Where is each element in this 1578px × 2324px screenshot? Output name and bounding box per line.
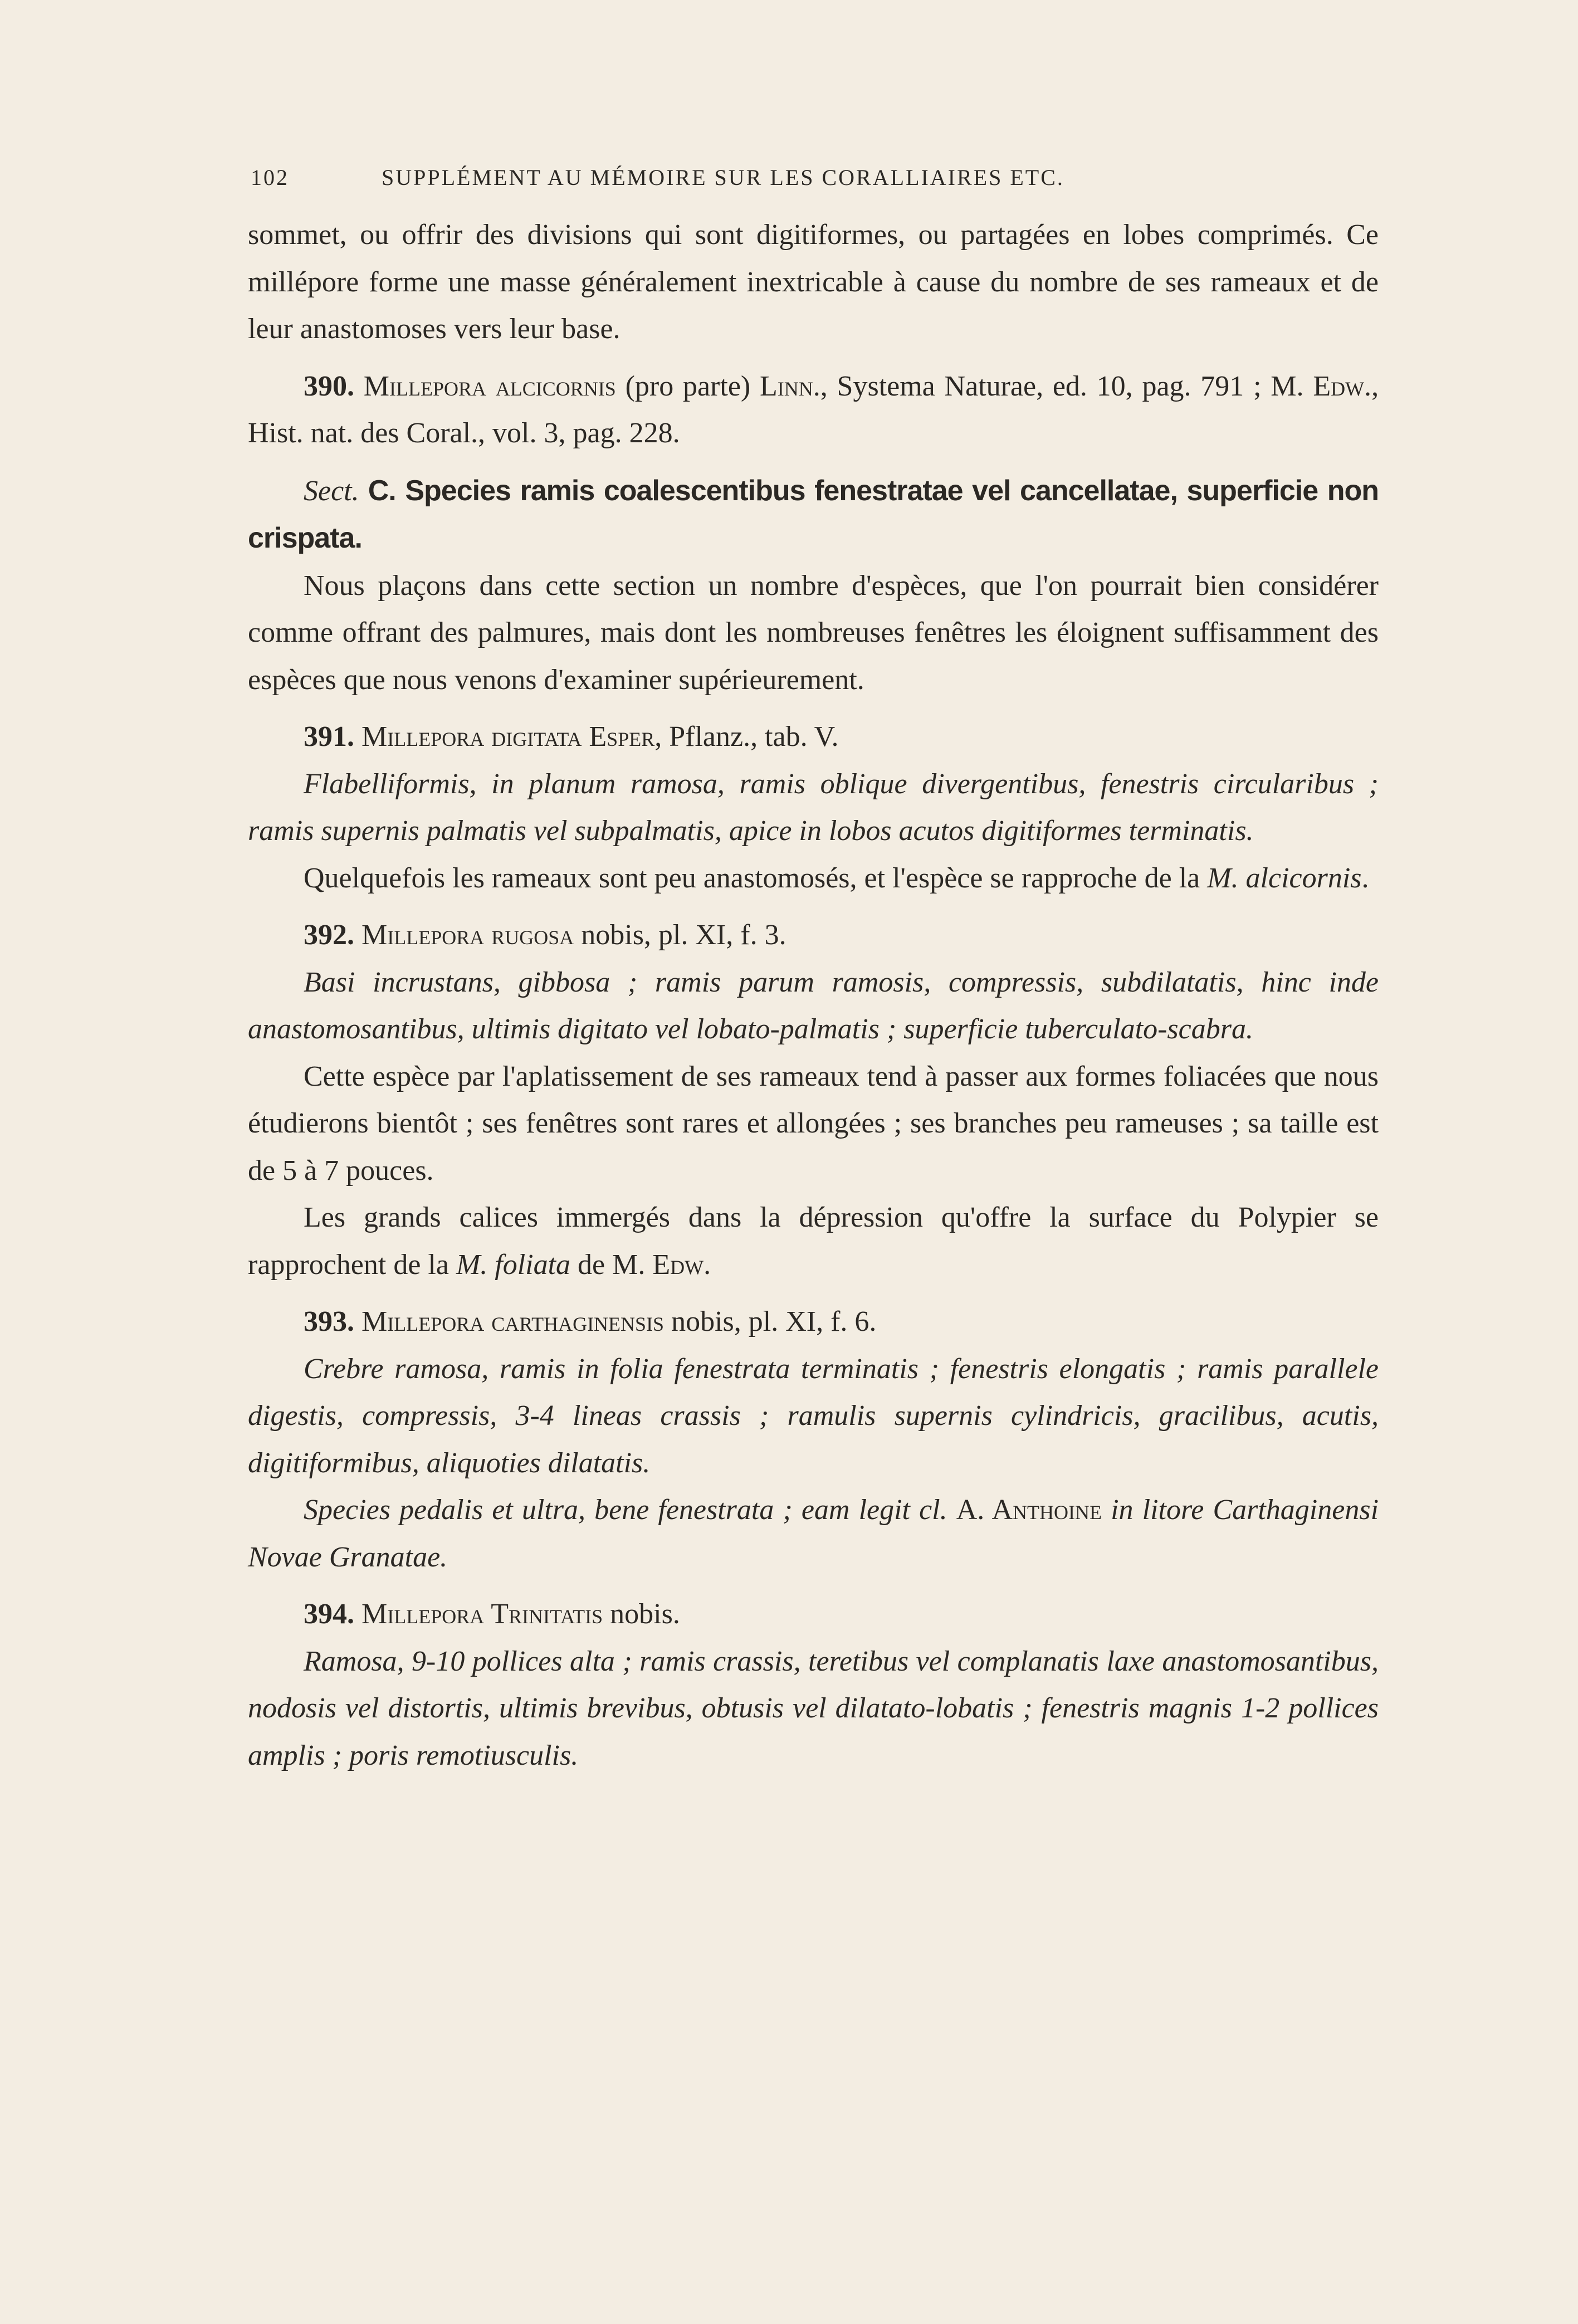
entry-391-heading — [248, 714, 1379, 761]
entry-392-heading — [248, 912, 1379, 959]
species-reference: M. foliata — [456, 1248, 571, 1281]
entry-number: 394. — [304, 1598, 354, 1630]
entry-number: 390. — [304, 370, 354, 402]
reference-text: , Systema Naturae, ed. 10, pag. 791 ; M. — [820, 370, 1304, 402]
species-name: Millepora digitata — [361, 721, 582, 753]
reference-text: , Pflanz., tab. V. — [654, 721, 839, 753]
entry-393-note — [248, 1487, 1379, 1581]
entry-392-latin — [248, 959, 1379, 1053]
entry-number: 393. — [304, 1306, 354, 1337]
spacer — [248, 1581, 1379, 1591]
entry-390-heading — [248, 363, 1379, 457]
page-number: 102 — [251, 165, 289, 190]
latin-note: Species pedalis et ultra, bene fenestrata ; eam legit cl. — [304, 1494, 947, 1526]
latin-diagnosis: Crebre ramosa, ramis in folia fenestrata terminatis ; fenestris elongatis ; ramis parallele digestis, compressis, 3-4 lineas crassis ; ramulis supernis cylindricis, gracilibus, acutis, digitiformibus, aliquoties dilatatis. — [248, 1353, 1379, 1479]
page-header — [248, 164, 1379, 200]
entry-394-latin — [248, 1638, 1379, 1780]
entry-391-latin — [248, 761, 1379, 855]
latin-diagnosis: Ramosa, 9-10 pollices alta ; ramis crassis, teretibus vel complanatis laxe anastomosantibus, nodosis vel distortis, ultimis brevibus, obtusis vel dilatato-lobatis ; fenestris magnis 1-2 pollices amplis ; poris remotiusculis. — [248, 1645, 1379, 1771]
intro-paragraph: sommet, ou offrir des divisions qui sont digitiformes, ou partagées en lobes comprimés. Ce millépore forme une masse généralement inextricable à cause du nombre de ses rameaux et de leur anastomoses vers leur base. — [248, 219, 1379, 345]
latin-diagnosis: Basi incrustans, gibbosa ; ramis parum ramosis, compressis, subdilatatis, hinc inde anastomosantibus, ultimis digitato vel lobato-palmatis ; superficie tuberculato-scabra. — [248, 966, 1379, 1045]
section-c-heading — [248, 467, 1379, 563]
author-name: Linn. — [760, 370, 820, 402]
entry-394-heading — [248, 1591, 1379, 1638]
entry-392-note-2 — [248, 1194, 1379, 1288]
reference-text: nobis. — [610, 1598, 680, 1630]
spacer — [248, 353, 1379, 363]
species-name: Millepora carthaginensis — [361, 1306, 665, 1337]
spacer — [248, 1288, 1379, 1298]
reference-text: nobis, pl. XI, f. 3. — [581, 919, 786, 951]
running-title: SUPPLÉMENT AU MÉMOIRE SUR LES CORALLIAIRES ETC. — [382, 165, 1064, 190]
reference-text: nobis, pl. XI, f. 6. — [671, 1306, 877, 1337]
entry-393-latin — [248, 1346, 1379, 1487]
note-text: Quelquefois les rameaux sont peu anastomosés, et l'espèce se rapproche de la — [304, 862, 1200, 894]
species-name: Millepora Trinitatis — [361, 1598, 603, 1630]
book-page — [248, 164, 1379, 1771]
species-reference: M. alcicornis — [1207, 862, 1362, 894]
species-name: Millepora alcicornis — [363, 370, 616, 402]
section-label: Sect. — [304, 475, 359, 507]
body-text — [248, 212, 1379, 1779]
latin-diagnosis: Flabelliformis, in planum ramosa, ramis oblique divergentibus, fenestris circularibus ; ramis supernis palmatis vel subpalmatis, apice in lobos acutos digitiformes terminatis. — [248, 768, 1379, 847]
spacer — [248, 457, 1379, 467]
reference-text: , Hist. nat. des Coral., vol. 3, pag. 228. — [248, 370, 1379, 449]
note-text: de M. — [578, 1248, 646, 1281]
author-name: Esper — [589, 721, 655, 753]
collector-name: A. Anthoine — [956, 1494, 1102, 1526]
entry-number: 391. — [304, 721, 354, 753]
section-c-description: Nous plaçons dans cette section un nombre d'espèces, que l'on pourrait bien considérer comme offrant des palmures, mais dont les nombreuses fenêtres les éloignent suffisamment des espèces que nous venons d'examiner supérieurement. — [248, 569, 1379, 696]
entry-391-note — [248, 855, 1379, 902]
entry-392-note-1: Cette espèce par l'aplatissement de ses rameaux tend à passer aux formes foliacées que nous étudierons bientôt ; ses fenêtres sont rares et allongées ; ses branches peu rameuses ; sa taille est de 5 à 7 pouces. — [248, 1060, 1379, 1187]
reference-text: (pro parte) — [625, 370, 751, 402]
spacer — [248, 902, 1379, 912]
entry-number: 392. — [304, 919, 354, 951]
section-title: C. Species ramis coalescentibus fenestratae vel cancellatae, superficie non crispata. — [248, 474, 1379, 554]
note-text: Les grands calices immergés dans la dépression qu'offre la surface du Polypier se rapprochent de la — [248, 1202, 1379, 1281]
note-text: . — [1361, 862, 1369, 894]
author-name: Edw. — [652, 1248, 711, 1281]
author-name: Edw. — [1313, 370, 1372, 402]
spacer — [248, 704, 1379, 714]
species-name: Millepora rugosa — [361, 919, 574, 951]
entry-393-heading — [248, 1298, 1379, 1346]
latin-note: in litore Carthaginensi Novae Granatae. — [248, 1494, 1379, 1573]
